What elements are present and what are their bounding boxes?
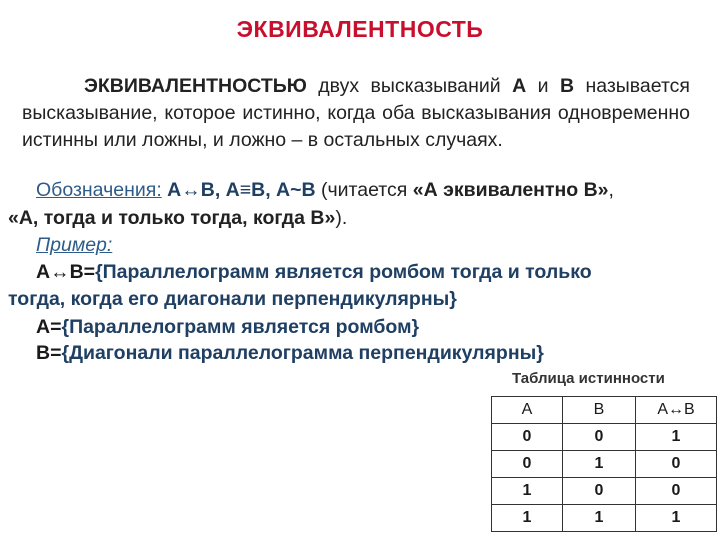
truth-table-cell: 0 xyxy=(492,424,563,451)
notation-reading-2: «А, тогда и только тогда, когда В» xyxy=(8,207,336,229)
notation-header: Обозначения: xyxy=(36,179,162,201)
truth-table-cell: 0 xyxy=(563,478,636,505)
example-line-1-label: А↔В= xyxy=(36,261,96,283)
notation-reads-as: (читается xyxy=(315,179,413,201)
example-line-1 xyxy=(36,261,592,284)
definition-b: В xyxy=(559,75,575,97)
example-line-3-text: {Параллелограмм является ромбом} xyxy=(61,316,420,338)
example-line-4-text: {Диагонали параллелограмма перпендикулярны} xyxy=(61,342,544,364)
truth-table-header: А↔В xyxy=(636,397,717,424)
example-line-3-label: А= xyxy=(36,316,62,338)
notation-end: ). xyxy=(335,207,348,229)
truth-table-cell: 0 xyxy=(492,451,563,478)
definition-paragraph xyxy=(22,73,690,154)
truth-table xyxy=(491,396,717,532)
notation-reading-1: «А эквивалентно В» xyxy=(412,179,609,201)
example-line-4-label: В= xyxy=(36,342,62,364)
definition-term: ЭКВИВАЛЕНТНОСТЬЮ xyxy=(84,75,307,97)
truth-table-cell: 0 xyxy=(563,424,636,451)
truth-table-caption: Таблица истинности xyxy=(512,370,665,387)
truth-table-row xyxy=(492,451,717,478)
example-line-2-text: тогда, когда его диагонали перпендикулярны} xyxy=(8,288,457,310)
example-label: Пример: xyxy=(36,234,113,256)
truth-table-cell: 1 xyxy=(563,451,636,478)
truth-table-cell: 1 xyxy=(492,505,563,532)
truth-table-cell: 0 xyxy=(636,478,717,505)
truth-table-cell: 1 xyxy=(492,478,563,505)
definition-text-2: называется высказывание, которое истинно, когда оба высказывания одновременно истинны или ложны, и ложно – в остальных случаях. xyxy=(22,75,690,151)
notation-symbols: А↔В, А≡В, А~В xyxy=(161,179,316,201)
truth-table-header-row xyxy=(492,397,717,424)
page-title: ЭКВИВАЛЕНТНОСТЬ xyxy=(236,16,484,42)
example-line-4 xyxy=(36,342,544,365)
notation-line-2 xyxy=(8,207,347,230)
truth-table-row xyxy=(492,478,717,505)
example-line-3 xyxy=(36,316,419,339)
definition-text-1: двух высказываний xyxy=(306,75,513,97)
notation-line-1 xyxy=(36,179,614,202)
definition-a: А xyxy=(512,75,527,97)
truth-table-cell: 0 xyxy=(636,451,717,478)
truth-table-cell: 1 xyxy=(636,505,717,532)
notation-comma: , xyxy=(608,179,614,201)
definition-and: и xyxy=(526,75,560,97)
example-line-2 xyxy=(8,288,457,311)
truth-table-row xyxy=(492,424,717,451)
truth-table-cell: 1 xyxy=(636,424,717,451)
truth-table-header: А xyxy=(492,397,563,424)
truth-table-row xyxy=(492,505,717,532)
example-line-1-text: {Параллелограмм является ромбом тогда и только xyxy=(95,261,592,283)
truth-table-cell: 1 xyxy=(563,505,636,532)
truth-table-header: В xyxy=(563,397,636,424)
